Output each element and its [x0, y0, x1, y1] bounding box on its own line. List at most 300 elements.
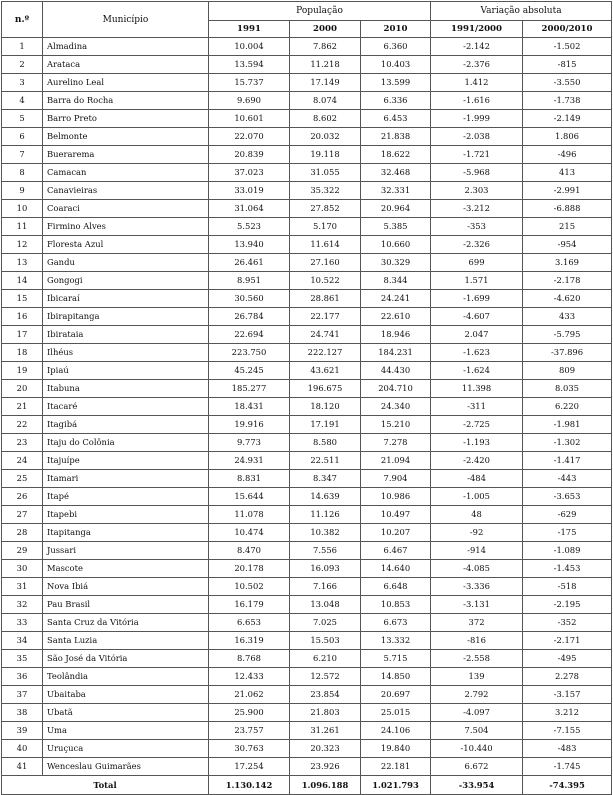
pop-1991: 185.277	[209, 380, 290, 398]
municipio-name: Ipiaú	[43, 362, 209, 380]
pop-1991: 17.254	[209, 758, 290, 776]
var-1991-2000: -1.616	[431, 92, 523, 110]
var-2000-2010: 3.212	[523, 704, 612, 722]
pop-2000: 13.048	[290, 596, 361, 614]
pop-2000: 7.166	[290, 578, 361, 596]
pop-1991: 24.931	[209, 452, 290, 470]
table-row	[2, 146, 612, 164]
municipio-name: Camacan	[43, 164, 209, 182]
municipio-name: Nova Ibiá	[43, 578, 209, 596]
var-1991-2000: -2.376	[431, 56, 523, 74]
var-1991-2000: -2.420	[431, 452, 523, 470]
municipio-name: Barro Preto	[43, 110, 209, 128]
pop-2010: 6.453	[361, 110, 431, 128]
row-number: 26	[2, 488, 43, 506]
pop-2000: 17.191	[290, 416, 361, 434]
pop-1991: 6.653	[209, 614, 290, 632]
municipio-name: Ubaitaba	[43, 686, 209, 704]
municipio-name: Uma	[43, 722, 209, 740]
table-header	[2, 2, 612, 38]
row-number: 14	[2, 272, 43, 290]
var-2000-2010: -815	[523, 56, 612, 74]
table-row	[2, 596, 612, 614]
row-number: 20	[2, 380, 43, 398]
table-row	[2, 758, 612, 776]
pop-1991: 10.601	[209, 110, 290, 128]
var-2000-2010: -3.157	[523, 686, 612, 704]
pop-1991: 18.431	[209, 398, 290, 416]
var-1991-2000: -3.336	[431, 578, 523, 596]
municipio-name: Jussari	[43, 542, 209, 560]
var-1991-2000: 1.412	[431, 74, 523, 92]
pop-2000: 12.572	[290, 668, 361, 686]
row-number: 12	[2, 236, 43, 254]
municipio-name: Gandu	[43, 254, 209, 272]
municipio-name: Almadina	[43, 38, 209, 56]
pop-2010: 8.344	[361, 272, 431, 290]
total-2010: 1.021.793	[361, 776, 431, 795]
pop-2010: 10.497	[361, 506, 431, 524]
var-2000-2010: -954	[523, 236, 612, 254]
row-number: 30	[2, 560, 43, 578]
pop-1991: 13.940	[209, 236, 290, 254]
pop-2000: 6.210	[290, 650, 361, 668]
pop-1991: 20.178	[209, 560, 290, 578]
total-label: Total	[2, 776, 209, 795]
table-row	[2, 722, 612, 740]
row-number: 21	[2, 398, 43, 416]
var-2000-2010: 215	[523, 218, 612, 236]
pop-2000: 22.177	[290, 308, 361, 326]
pop-2010: 21.838	[361, 128, 431, 146]
table-row	[2, 164, 612, 182]
table-row	[2, 272, 612, 290]
var-1991-2000: -92	[431, 524, 523, 542]
row-number: 2	[2, 56, 43, 74]
municipio-name: Itapé	[43, 488, 209, 506]
row-number: 35	[2, 650, 43, 668]
pop-2010: 24.241	[361, 290, 431, 308]
row-number: 39	[2, 722, 43, 740]
municipio-name: Itapitanga	[43, 524, 209, 542]
table-row	[2, 650, 612, 668]
municipio-name: Belmonte	[43, 128, 209, 146]
table-row	[2, 686, 612, 704]
var-2000-2010: 6.220	[523, 398, 612, 416]
municipio-name: Arataca	[43, 56, 209, 74]
var-1991-2000: 2.047	[431, 326, 523, 344]
pop-2010: 10.403	[361, 56, 431, 74]
pop-2000: 23.854	[290, 686, 361, 704]
pop-2000: 222.127	[290, 344, 361, 362]
pop-2000: 20.323	[290, 740, 361, 758]
pop-1991: 23.757	[209, 722, 290, 740]
var-1991-2000: 139	[431, 668, 523, 686]
table-row	[2, 56, 612, 74]
table-row	[2, 614, 612, 632]
row-number: 22	[2, 416, 43, 434]
var-1991-2000: -1.005	[431, 488, 523, 506]
table-row	[2, 74, 612, 92]
var-1991-2000: -2.142	[431, 38, 523, 56]
pop-1991: 33.019	[209, 182, 290, 200]
row-number: 11	[2, 218, 43, 236]
header-2010: 2010	[361, 21, 431, 38]
pop-2000: 18.120	[290, 398, 361, 416]
pop-2010: 5.385	[361, 218, 431, 236]
var-2000-2010: -37.896	[523, 344, 612, 362]
municipio-name: Mascote	[43, 560, 209, 578]
row-number: 40	[2, 740, 43, 758]
municipio-name: Itagibá	[43, 416, 209, 434]
var-2000-2010: -496	[523, 146, 612, 164]
pop-2010: 32.468	[361, 164, 431, 182]
table-row	[2, 344, 612, 362]
pop-2000: 8.580	[290, 434, 361, 452]
var-1991-2000: 1.571	[431, 272, 523, 290]
table-row	[2, 308, 612, 326]
pop-2010: 24.340	[361, 398, 431, 416]
table-row	[2, 668, 612, 686]
var-2000-2010: -1.453	[523, 560, 612, 578]
municipio-name: Itamari	[43, 470, 209, 488]
municipio-name: Ilhéus	[43, 344, 209, 362]
var-1991-2000: -4.097	[431, 704, 523, 722]
table-row	[2, 434, 612, 452]
header-2000: 2000	[290, 21, 361, 38]
header-populacao: População	[209, 2, 431, 21]
pop-2000: 27.160	[290, 254, 361, 272]
var-2000-2010: -5.795	[523, 326, 612, 344]
row-number: 1	[2, 38, 43, 56]
pop-1991: 9.690	[209, 92, 290, 110]
table-row	[2, 416, 612, 434]
pop-1991: 25.900	[209, 704, 290, 722]
var-2000-2010: -352	[523, 614, 612, 632]
pop-1991: 37.023	[209, 164, 290, 182]
municipio-name: Ibirapitanga	[43, 308, 209, 326]
pop-1991: 8.470	[209, 542, 290, 560]
municipio-name: Santa Cruz da Vitória	[43, 614, 209, 632]
var-2000-2010: 413	[523, 164, 612, 182]
row-number: 3	[2, 74, 43, 92]
pop-1991: 13.594	[209, 56, 290, 74]
pop-1991: 20.839	[209, 146, 290, 164]
var-2000-2010: -2.171	[523, 632, 612, 650]
var-2000-2010: -1.502	[523, 38, 612, 56]
pop-1991: 26.461	[209, 254, 290, 272]
table-row	[2, 560, 612, 578]
pop-1991: 30.763	[209, 740, 290, 758]
var-1991-2000: -2.038	[431, 128, 523, 146]
pop-2010: 15.210	[361, 416, 431, 434]
table-row	[2, 200, 612, 218]
pop-2010: 22.181	[361, 758, 431, 776]
population-table	[1, 1, 612, 795]
municipio-name: Ubatã	[43, 704, 209, 722]
pop-2010: 25.015	[361, 704, 431, 722]
table-row	[2, 542, 612, 560]
var-1991-2000: -4.085	[431, 560, 523, 578]
row-number: 41	[2, 758, 43, 776]
row-number: 17	[2, 326, 43, 344]
table-row	[2, 452, 612, 470]
table-row	[2, 398, 612, 416]
pop-2000: 27.852	[290, 200, 361, 218]
pop-2000: 15.503	[290, 632, 361, 650]
table-row	[2, 506, 612, 524]
pop-2010: 5.715	[361, 650, 431, 668]
table-row	[2, 218, 612, 236]
pop-1991: 45.245	[209, 362, 290, 380]
var-2000-2010: -1.738	[523, 92, 612, 110]
pop-2010: 13.332	[361, 632, 431, 650]
pop-1991: 15.737	[209, 74, 290, 92]
row-number: 9	[2, 182, 43, 200]
var-1991-2000: 372	[431, 614, 523, 632]
var-2000-2010: -1.302	[523, 434, 612, 452]
pop-2010: 10.986	[361, 488, 431, 506]
var-1991-2000: -10.440	[431, 740, 523, 758]
var-1991-2000: -1.699	[431, 290, 523, 308]
var-2000-2010: 3.169	[523, 254, 612, 272]
table-row	[2, 704, 612, 722]
pop-1991: 22.070	[209, 128, 290, 146]
pop-2000: 8.074	[290, 92, 361, 110]
municipio-name: Itabuna	[43, 380, 209, 398]
pop-2000: 8.602	[290, 110, 361, 128]
pop-2000: 19.118	[290, 146, 361, 164]
var-2000-2010: 809	[523, 362, 612, 380]
table-row	[2, 290, 612, 308]
var-1991-2000: -1.193	[431, 434, 523, 452]
var-2000-2010: -7.155	[523, 722, 612, 740]
pop-2010: 32.331	[361, 182, 431, 200]
var-1991-2000: -353	[431, 218, 523, 236]
total-2000: 1.096.188	[290, 776, 361, 795]
pop-1991: 10.474	[209, 524, 290, 542]
municipio-name: Barra do Rocha	[43, 92, 209, 110]
var-2000-2010: -629	[523, 506, 612, 524]
pop-2010: 30.329	[361, 254, 431, 272]
pop-2010: 44.430	[361, 362, 431, 380]
table-row	[2, 380, 612, 398]
municipio-name: São José da Vitória	[43, 650, 209, 668]
pop-1991: 22.694	[209, 326, 290, 344]
municipio-name: Firmino Alves	[43, 218, 209, 236]
row-number: 36	[2, 668, 43, 686]
pop-2000: 35.322	[290, 182, 361, 200]
pop-1991: 16.179	[209, 596, 290, 614]
pop-2010: 6.336	[361, 92, 431, 110]
var-2000-2010: 433	[523, 308, 612, 326]
var-2000-2010: -2.195	[523, 596, 612, 614]
table-row	[2, 110, 612, 128]
var-1991-2000: -4.607	[431, 308, 523, 326]
municipio-name: Ibicaraí	[43, 290, 209, 308]
table-row	[2, 254, 612, 272]
pop-2010: 19.840	[361, 740, 431, 758]
row-number: 15	[2, 290, 43, 308]
row-number: 29	[2, 542, 43, 560]
pop-2000: 23.926	[290, 758, 361, 776]
row-number: 38	[2, 704, 43, 722]
var-2000-2010: -1.745	[523, 758, 612, 776]
row-number: 25	[2, 470, 43, 488]
pop-1991: 10.502	[209, 578, 290, 596]
row-number: 7	[2, 146, 43, 164]
var-1991-2000: -1.623	[431, 344, 523, 362]
municipio-name: Canavieiras	[43, 182, 209, 200]
var-1991-2000: -1.624	[431, 362, 523, 380]
pop-2000: 31.055	[290, 164, 361, 182]
municipio-name: Ibirataia	[43, 326, 209, 344]
row-number: 31	[2, 578, 43, 596]
var-1991-2000: -816	[431, 632, 523, 650]
pop-2010: 7.904	[361, 470, 431, 488]
table-row	[2, 488, 612, 506]
row-number: 34	[2, 632, 43, 650]
var-1991-2000: 48	[431, 506, 523, 524]
municipio-name: Aurelino Leal	[43, 74, 209, 92]
pop-2000: 14.639	[290, 488, 361, 506]
municipio-name: Gongogi	[43, 272, 209, 290]
pop-2000: 11.126	[290, 506, 361, 524]
total-row	[2, 776, 612, 795]
total-var-2000-2010: -74.395	[523, 776, 612, 795]
pop-1991: 11.078	[209, 506, 290, 524]
table-row	[2, 326, 612, 344]
var-1991-2000: 2.792	[431, 686, 523, 704]
pop-2000: 31.261	[290, 722, 361, 740]
var-2000-2010: 1.806	[523, 128, 612, 146]
var-1991-2000: -3.212	[431, 200, 523, 218]
pop-2010: 10.660	[361, 236, 431, 254]
pop-2000: 21.803	[290, 704, 361, 722]
municipio-name: Floresta Azul	[43, 236, 209, 254]
municipio-name: Itajuípe	[43, 452, 209, 470]
pop-1991: 15.644	[209, 488, 290, 506]
pop-2000: 7.025	[290, 614, 361, 632]
row-number: 23	[2, 434, 43, 452]
municipio-name: Coaraci	[43, 200, 209, 218]
row-number: 16	[2, 308, 43, 326]
municipio-name: Uruçuca	[43, 740, 209, 758]
pop-2000: 28.861	[290, 290, 361, 308]
var-1991-2000: -5.968	[431, 164, 523, 182]
pop-2000: 11.218	[290, 56, 361, 74]
pop-1991: 5.523	[209, 218, 290, 236]
pop-2010: 14.850	[361, 668, 431, 686]
var-2000-2010: -483	[523, 740, 612, 758]
pop-2000: 24.741	[290, 326, 361, 344]
pop-2010: 18.946	[361, 326, 431, 344]
var-2000-2010: -175	[523, 524, 612, 542]
pop-2010: 20.697	[361, 686, 431, 704]
pop-2010: 24.106	[361, 722, 431, 740]
pop-2000: 16.093	[290, 560, 361, 578]
pop-2000: 7.556	[290, 542, 361, 560]
pop-2010: 6.648	[361, 578, 431, 596]
var-1991-2000: -1.721	[431, 146, 523, 164]
row-number: 4	[2, 92, 43, 110]
pop-2010: 20.964	[361, 200, 431, 218]
var-1991-2000: 11.398	[431, 380, 523, 398]
row-number: 33	[2, 614, 43, 632]
var-1991-2000: -2.725	[431, 416, 523, 434]
table-row	[2, 236, 612, 254]
row-number: 13	[2, 254, 43, 272]
pop-2010: 18.622	[361, 146, 431, 164]
total-1991: 1.130.142	[209, 776, 290, 795]
pop-2000: 10.522	[290, 272, 361, 290]
row-number: 19	[2, 362, 43, 380]
var-2000-2010: -2.178	[523, 272, 612, 290]
table-row	[2, 632, 612, 650]
var-1991-2000: -914	[431, 542, 523, 560]
var-1991-2000: -3.131	[431, 596, 523, 614]
pop-2010: 6.360	[361, 38, 431, 56]
pop-2010: 10.207	[361, 524, 431, 542]
table-row	[2, 128, 612, 146]
var-1991-2000: 7.504	[431, 722, 523, 740]
var-2000-2010: -2.991	[523, 182, 612, 200]
municipio-name: Pau Brasil	[43, 596, 209, 614]
pop-2010: 7.278	[361, 434, 431, 452]
table-row	[2, 38, 612, 56]
pop-1991: 31.064	[209, 200, 290, 218]
row-number: 5	[2, 110, 43, 128]
pop-2000: 7.862	[290, 38, 361, 56]
pop-1991: 8.951	[209, 272, 290, 290]
var-2000-2010: 8.035	[523, 380, 612, 398]
var-2000-2010: -2.149	[523, 110, 612, 128]
pop-2010: 14.640	[361, 560, 431, 578]
table-body	[2, 38, 612, 776]
var-2000-2010: -495	[523, 650, 612, 668]
pop-2000: 10.382	[290, 524, 361, 542]
pop-2000: 43.621	[290, 362, 361, 380]
var-1991-2000: -484	[431, 470, 523, 488]
pop-1991: 16.319	[209, 632, 290, 650]
pop-1991: 30.560	[209, 290, 290, 308]
header-var-1991-2000: 1991/2000	[431, 21, 523, 38]
row-number: 32	[2, 596, 43, 614]
row-number: 8	[2, 164, 43, 182]
pop-1991: 223.750	[209, 344, 290, 362]
var-2000-2010: -3.653	[523, 488, 612, 506]
pop-2000: 22.511	[290, 452, 361, 470]
row-number: 28	[2, 524, 43, 542]
var-2000-2010: -6.888	[523, 200, 612, 218]
pop-2000: 20.032	[290, 128, 361, 146]
pop-2010: 10.853	[361, 596, 431, 614]
var-2000-2010: -1.089	[523, 542, 612, 560]
header-variacao: Variação absoluta	[431, 2, 612, 21]
pop-1991: 21.062	[209, 686, 290, 704]
pop-2000: 8.347	[290, 470, 361, 488]
row-number: 10	[2, 200, 43, 218]
var-2000-2010: -518	[523, 578, 612, 596]
row-number: 6	[2, 128, 43, 146]
table-row	[2, 182, 612, 200]
pop-2010: 184.231	[361, 344, 431, 362]
var-1991-2000: 6.672	[431, 758, 523, 776]
row-number: 18	[2, 344, 43, 362]
pop-1991: 19.916	[209, 416, 290, 434]
header-1991: 1991	[209, 21, 290, 38]
pop-2010: 21.094	[361, 452, 431, 470]
